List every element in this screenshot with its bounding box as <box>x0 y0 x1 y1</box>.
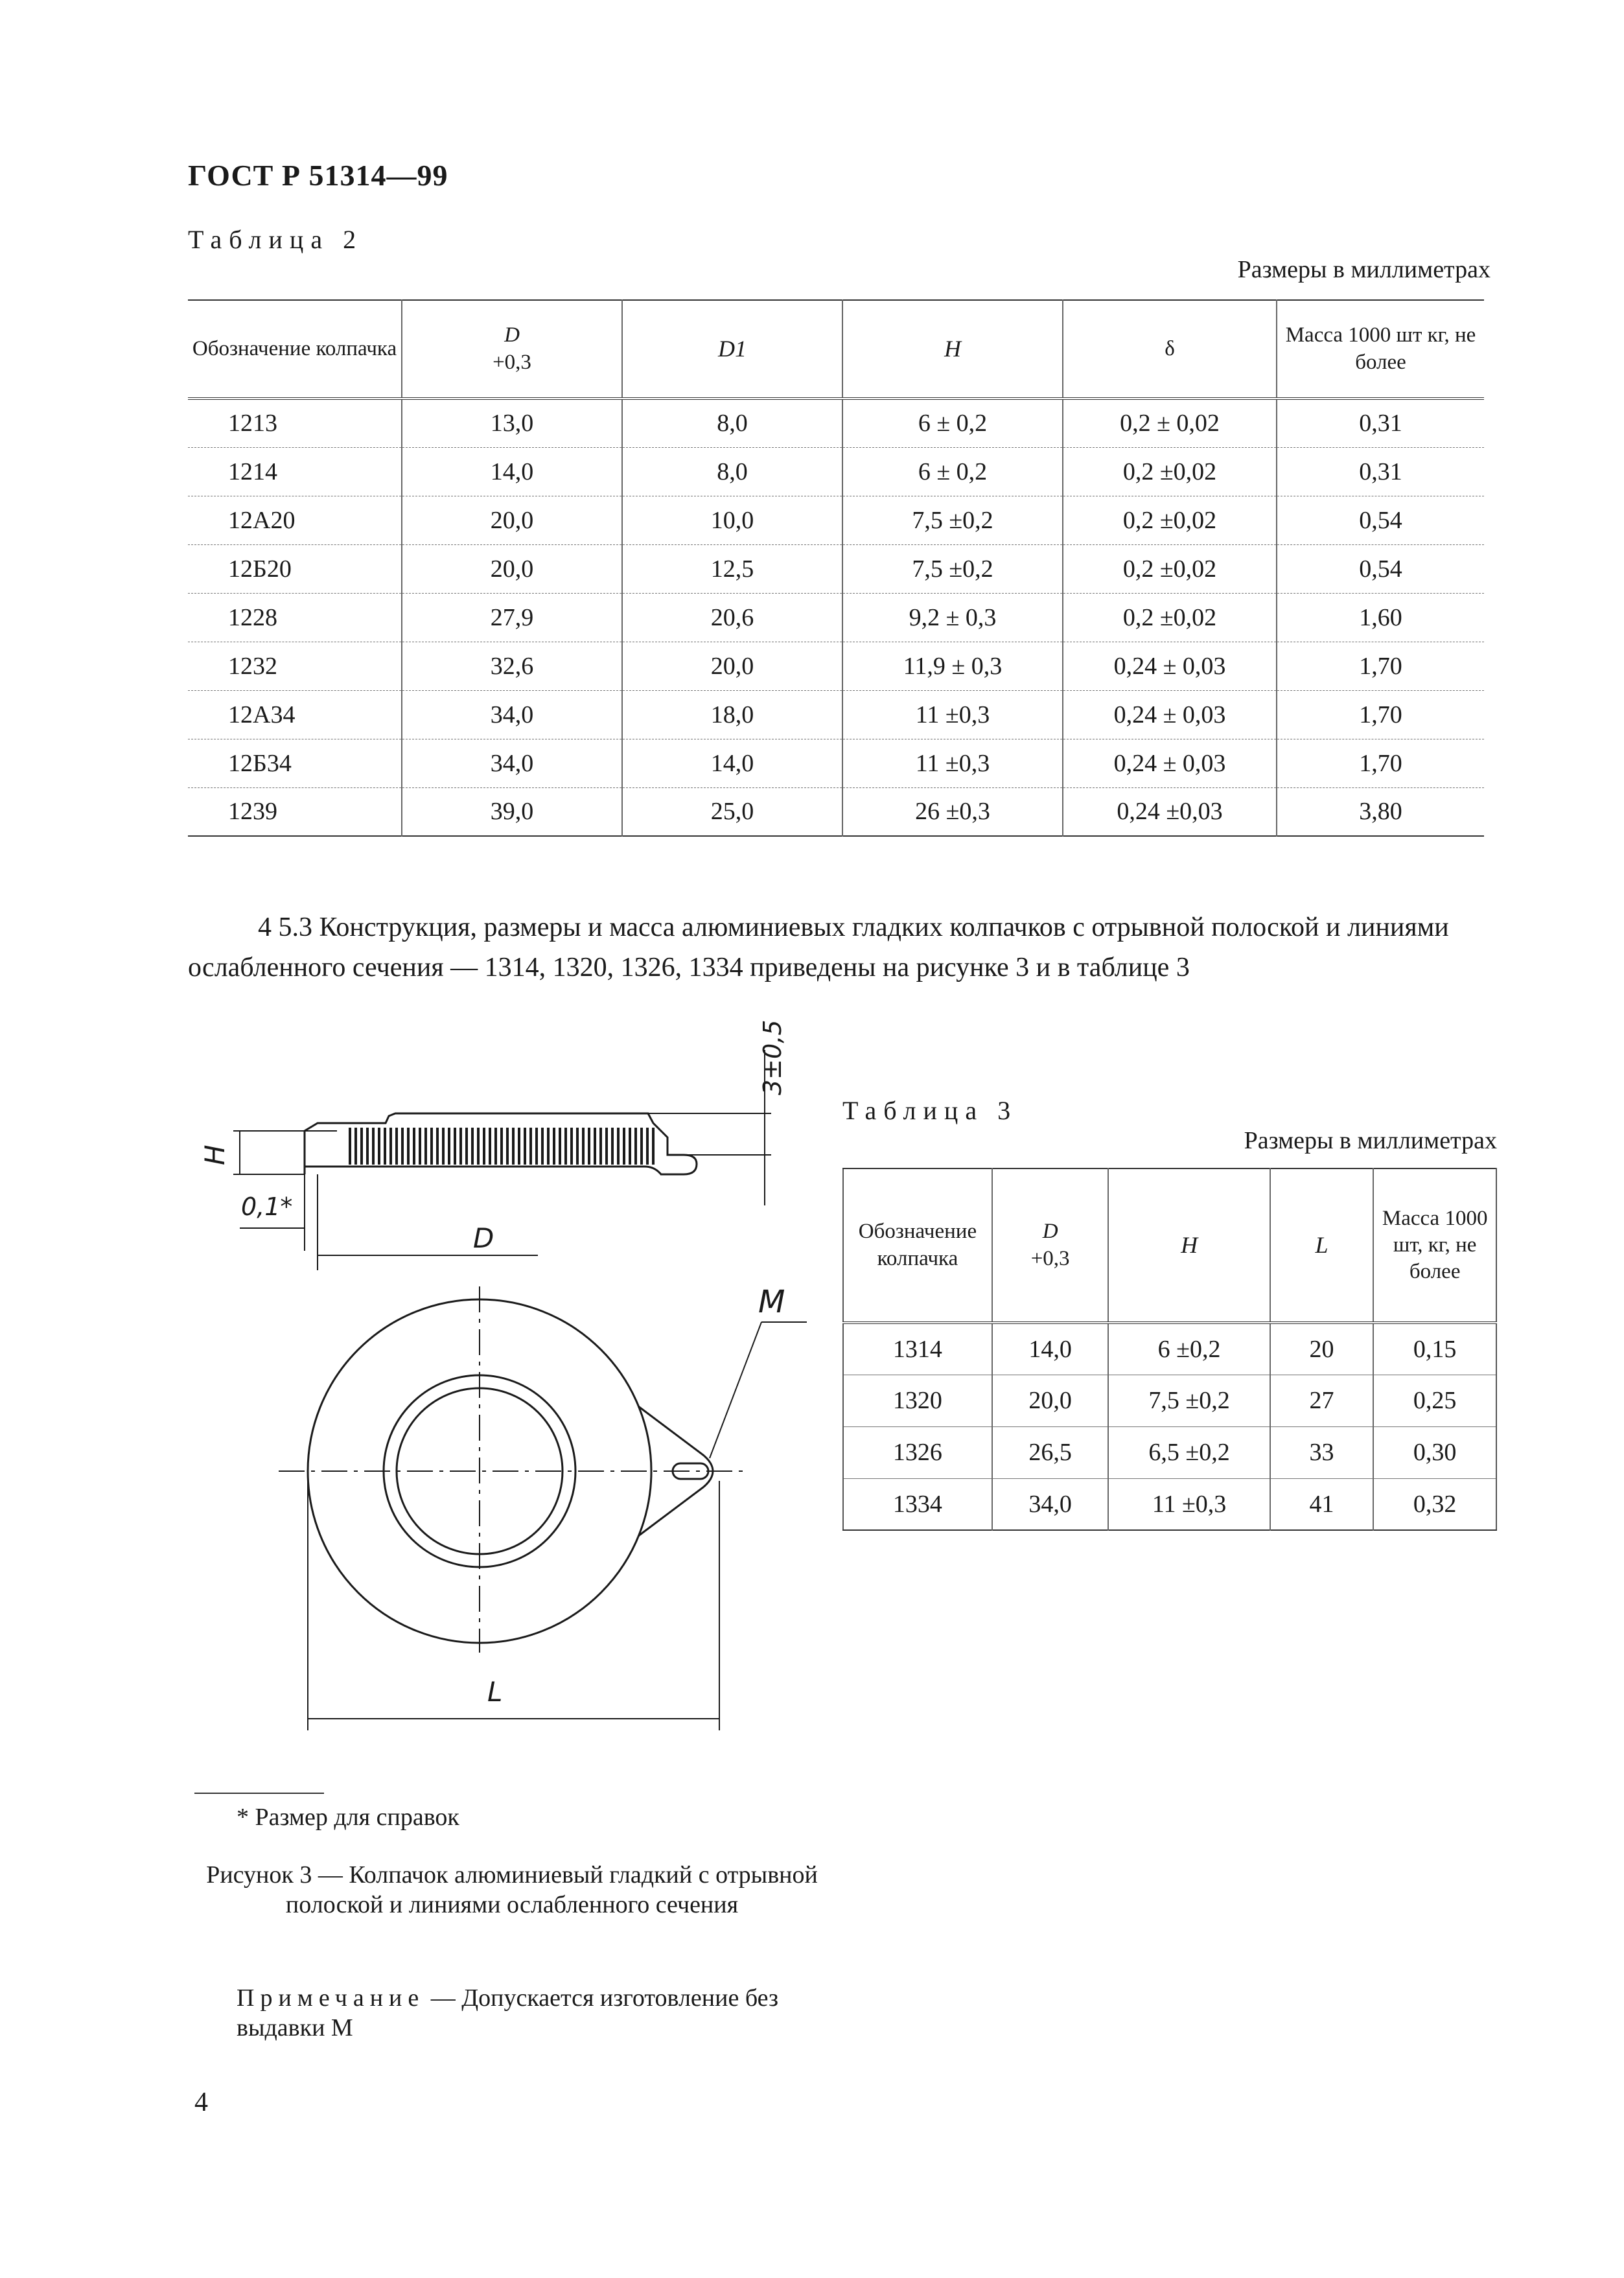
table2-cell: 0,24 ±0,03 <box>1063 787 1277 836</box>
table2-cell: 0,54 <box>1277 544 1484 593</box>
table2-header-d-tolerance: +0,3 <box>493 350 531 374</box>
table2-cell: 10,0 <box>622 496 842 544</box>
cap-top-view <box>279 1286 807 1730</box>
table2-header-d1: D1 <box>622 300 842 399</box>
table3-header-d-tolerance: +0,3 <box>1030 1246 1070 1270</box>
table3-row <box>843 1323 1496 1375</box>
table3-cell: 34,0 <box>992 1478 1109 1530</box>
table2-cell: 11,9 ± 0,3 <box>842 642 1063 690</box>
table2-cell: 14,0 <box>622 739 842 787</box>
table3-cell: 7,5 ±0,2 <box>1108 1375 1270 1426</box>
label-h: H <box>199 1145 231 1165</box>
table2-header-designation: Обозначение колпачка <box>188 300 402 399</box>
table2-cell: 0,31 <box>1277 447 1484 496</box>
table2-cell: 0,2 ± 0,02 <box>1063 399 1277 447</box>
table3-cell: 6,5 ±0,2 <box>1108 1426 1270 1478</box>
table3-header-d <box>992 1168 1109 1323</box>
note-text: — Допускается изготовление без выдавки М <box>237 1984 778 2041</box>
table3-cell: 20 <box>1270 1323 1374 1375</box>
note-label: Примечание <box>237 1984 425 2012</box>
figure-note <box>237 1983 820 2043</box>
table2-header-mass: Масса 1000 шт кг, не более <box>1277 300 1484 399</box>
table2-cell: 20,0 <box>402 544 622 593</box>
table3-row <box>843 1375 1496 1426</box>
table2-cell: 20,0 <box>622 642 842 690</box>
table2-cell: 1,70 <box>1277 690 1484 739</box>
table2-cell: 0,24 ± 0,03 <box>1063 690 1277 739</box>
table2-cell: 34,0 <box>402 739 622 787</box>
table2-cell: 0,24 ± 0,03 <box>1063 642 1277 690</box>
table2-cell: 26 ±0,3 <box>842 787 1063 836</box>
section-paragraph-text: 4 5.3 Конструкция, размеры и масса алюминиевых гладких колпачков с отрывной полоской и линиями ослабленного сечения — 1314, 1320, 1326, 1334 приведены на рисунке 3 и в таблице 3 <box>188 912 1449 982</box>
figure-caption: Рисунок 3 — Колпачок алюминиевый гладкий с отрывной полоской и линиями ослабленного сечения <box>206 1861 818 1918</box>
cap-side-view <box>233 1050 771 1270</box>
table3 <box>842 1168 1497 1531</box>
table2-cell: 11 ±0,3 <box>842 690 1063 739</box>
table2-cell: 32,6 <box>402 642 622 690</box>
table3-cell: 11 ±0,3 <box>1108 1478 1270 1530</box>
table3-cell: 0,15 <box>1373 1323 1496 1375</box>
table2-header-d-symbol: D <box>504 323 520 347</box>
table2-cell: 1239 <box>188 787 402 836</box>
table2-cell: 0,54 <box>1277 496 1484 544</box>
table2-cell: 1228 <box>188 593 402 642</box>
table2-cell: 0,31 <box>1277 399 1484 447</box>
table2-caption: Таблица 2 <box>188 225 364 254</box>
standard-number: ГОСТ Р 51314—99 <box>188 159 448 192</box>
table3-cell: 0,25 <box>1373 1375 1496 1426</box>
table3-header-designation: Обозначение колпачка <box>843 1168 992 1323</box>
table2-cell: 12Б20 <box>188 544 402 593</box>
table2-cell: 34,0 <box>402 690 622 739</box>
table2-cell: 8,0 <box>622 399 842 447</box>
table3-header-h: H <box>1108 1168 1270 1323</box>
table3-cell: 26,5 <box>992 1426 1109 1478</box>
table3-cell: 0,32 <box>1373 1478 1496 1530</box>
table3-cell: 14,0 <box>992 1323 1109 1375</box>
table3-cell: 1326 <box>843 1426 992 1478</box>
table2-cell: 20,6 <box>622 593 842 642</box>
label-l: L <box>487 1676 503 1708</box>
footnote: * Размер для справок <box>237 1804 459 1831</box>
table2-cell: 1232 <box>188 642 402 690</box>
table3-row <box>843 1426 1496 1478</box>
table2-cell: 7,5 ±0,2 <box>842 544 1063 593</box>
table3-header-l: L <box>1270 1168 1374 1323</box>
table3-cell: 0,30 <box>1373 1426 1496 1478</box>
table3-cell: 1320 <box>843 1375 992 1426</box>
table3-cell: 33 <box>1270 1426 1374 1478</box>
table2-cell: 12А20 <box>188 496 402 544</box>
table2-cell: 13,0 <box>402 399 622 447</box>
label-offset: 0,1* <box>241 1192 293 1221</box>
table3-cell: 41 <box>1270 1478 1374 1530</box>
table2-cell: 1,60 <box>1277 593 1484 642</box>
table2-cell: 11 ±0,3 <box>842 739 1063 787</box>
page-number: 4 <box>194 2087 208 2117</box>
table2-cell: 12,5 <box>622 544 842 593</box>
table2-cell: 9,2 ± 0,3 <box>842 593 1063 642</box>
table3-cell: 6 ±0,2 <box>1108 1323 1270 1375</box>
table2-cell: 39,0 <box>402 787 622 836</box>
table3-caption: Таблица 3 <box>842 1096 1018 1125</box>
table2-units: Размеры в миллиметрах <box>1237 256 1491 283</box>
table2-cell: 6 ± 0,2 <box>842 447 1063 496</box>
table2-cell: 0,24 ± 0,03 <box>1063 739 1277 787</box>
label-d: D <box>473 1222 494 1254</box>
table2-cell: 12А34 <box>188 690 402 739</box>
table2-cell: 1,70 <box>1277 642 1484 690</box>
table2-cell: 8,0 <box>622 447 842 496</box>
label-m: M <box>758 1284 785 1320</box>
table3-units: Размеры в миллиметрах <box>1244 1127 1497 1154</box>
table2-cell: 0,2 ±0,02 <box>1063 447 1277 496</box>
table2-cell: 0,2 ±0,02 <box>1063 544 1277 593</box>
table3-cell: 1334 <box>843 1478 992 1530</box>
table3-row <box>843 1478 1496 1530</box>
table2-cell: 6 ± 0,2 <box>842 399 1063 447</box>
table2-header-delta: δ <box>1063 300 1277 399</box>
label-height-tolerance: 3±0,5 <box>758 1019 787 1095</box>
table2-cell: 1214 <box>188 447 402 496</box>
table2-cell: 1213 <box>188 399 402 447</box>
table2-cell: 12Б34 <box>188 739 402 787</box>
table2-cell: 25,0 <box>622 787 842 836</box>
table2-cell: 27,9 <box>402 593 622 642</box>
table3-cell: 20,0 <box>992 1375 1109 1426</box>
table2-cell: 18,0 <box>622 690 842 739</box>
table3-header-d-symbol: D <box>1042 1220 1058 1244</box>
table2-cell: 20,0 <box>402 496 622 544</box>
table2-cell: 7,5 ±0,2 <box>842 496 1063 544</box>
table2-header-h: H <box>842 300 1063 399</box>
table3-cell: 27 <box>1270 1375 1374 1426</box>
footnote-rule <box>194 1793 324 1794</box>
table2-cell: 0,2 ±0,02 <box>1063 593 1277 642</box>
table2-cell: 1,70 <box>1277 739 1484 787</box>
table2-cell: 3,80 <box>1277 787 1484 836</box>
side-view-labels <box>199 1020 787 1254</box>
table3-cell: 1314 <box>843 1323 992 1375</box>
top-view-labels <box>487 1284 785 1708</box>
table3-header-mass: Масса 1000 шт, кг, не более <box>1373 1168 1496 1323</box>
table3-header-row <box>843 1168 1496 1323</box>
table2-cell: 0,2 ±0,02 <box>1063 496 1277 544</box>
table2-cell: 14,0 <box>402 447 622 496</box>
